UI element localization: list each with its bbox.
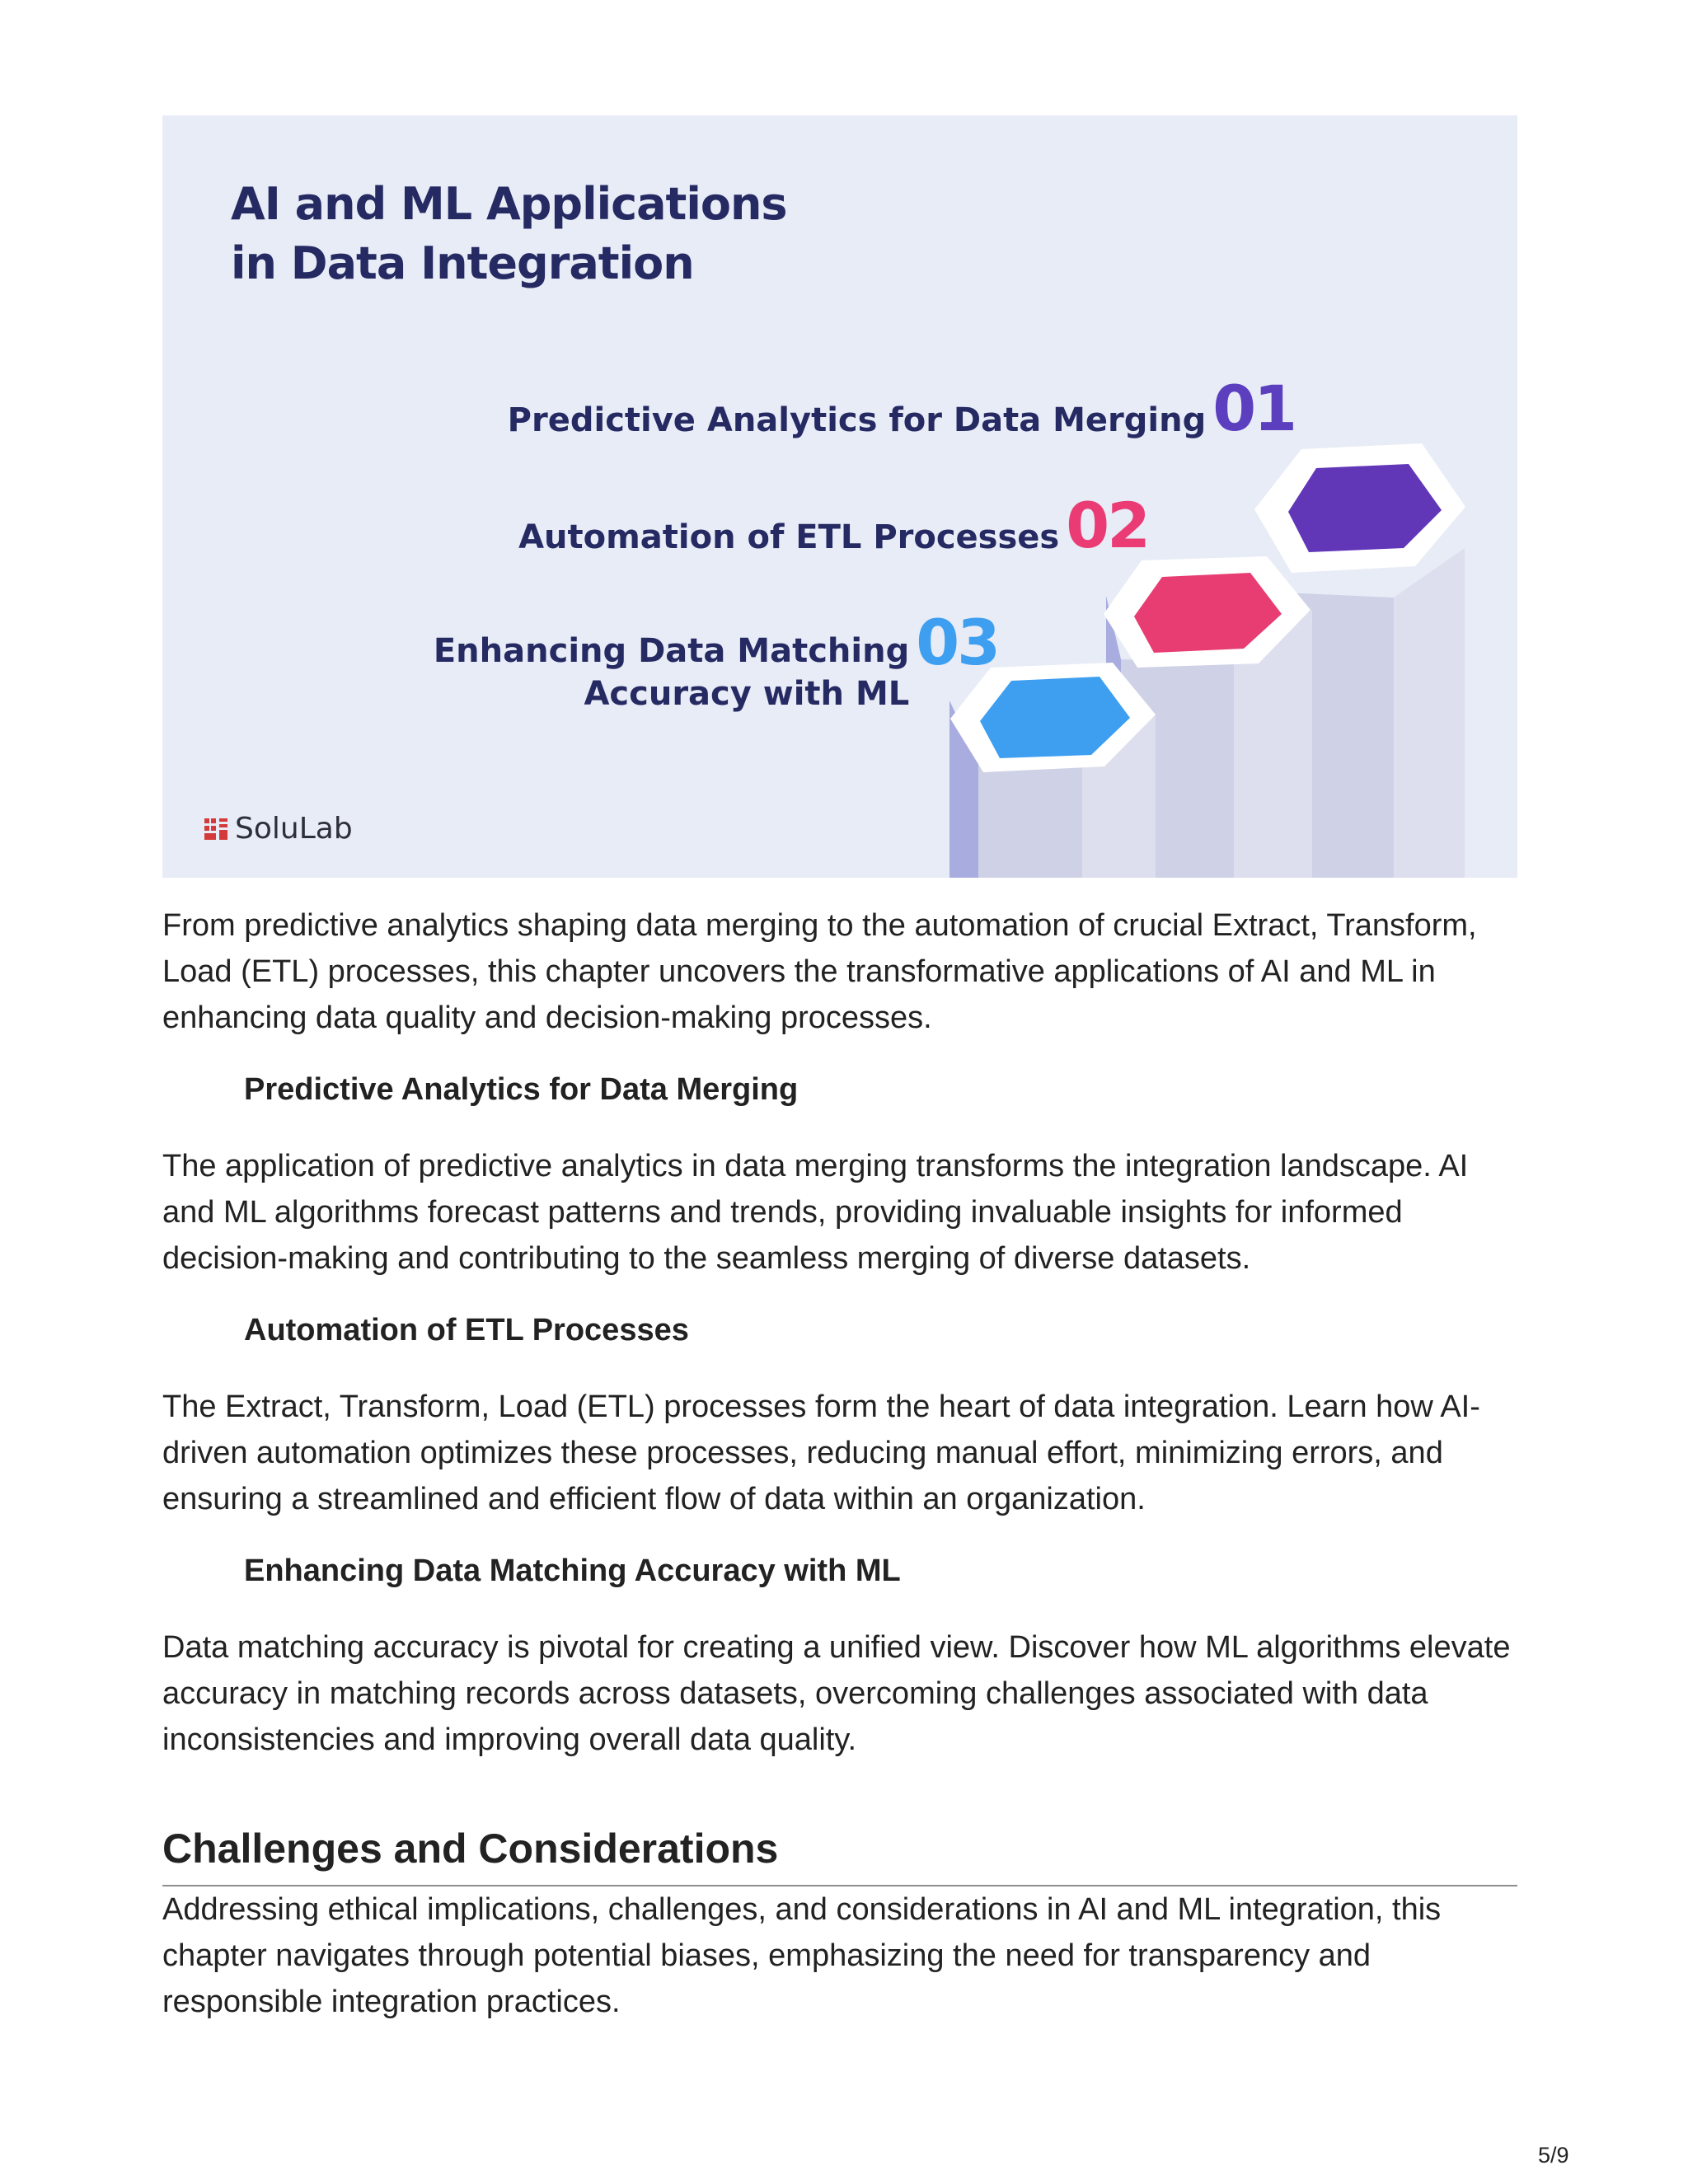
page-number: 5/9 bbox=[1538, 2143, 1569, 2168]
brand-name: SoluLab bbox=[235, 812, 353, 846]
hero-banner bbox=[162, 115, 1517, 878]
section-heading-predictive-analytics: Predictive Analytics for Data Merging bbox=[244, 1072, 799, 1107]
intro-paragraph: From predictive analytics shaping data merging to the automation of crucial Extract, Transform, Load (ETL) processes, this chapter uncovers the transformative applications of AI and ML in enhancing data quality and decision-making processes. bbox=[162, 908, 1477, 1035]
banner-item-number: 01 bbox=[1212, 372, 1295, 445]
banner-item-3 bbox=[433, 606, 998, 715]
section-heading-etl-automation: Automation of ETL Processes bbox=[244, 1313, 689, 1347]
banner-item-label: Predictive Analytics for Data Merging bbox=[507, 401, 1207, 439]
banner-item-2 bbox=[518, 489, 1148, 562]
banner-item-label: Automation of ETL Processes bbox=[518, 518, 1060, 556]
banner-item-label bbox=[434, 630, 909, 715]
challenges-body: Addressing ethical implications, challenges, and considerations in AI and ML integration, this chapter navigates through potential biases, emphasizing the need for transparency and responsible integration practices. bbox=[162, 1892, 1442, 2019]
banner-title-line1: AI and ML Applications bbox=[231, 178, 787, 230]
banner-item-number: 02 bbox=[1066, 489, 1148, 562]
banner-item-1 bbox=[507, 372, 1295, 445]
banner-item-number: 03 bbox=[916, 606, 998, 679]
challenges-heading: Challenges and Considerations bbox=[162, 1825, 779, 1872]
section-heading-data-matching: Enhancing Data Matching Accuracy with ML bbox=[244, 1554, 901, 1588]
banner-title-line2: in Data Integration bbox=[231, 237, 694, 289]
section-body-data-matching: Data matching accuracy is pivotal for creating a unified view. Discover how ML algorithms elevate accuracy in matching records across datasets, overcoming challenges associated with data inconsistencies and improving overall data quality. bbox=[162, 1630, 1511, 1757]
section-body-predictive-analytics: The application of predictive analytics in data merging transforms the integration landscape. AI and ML algorithms forecast patterns and trends, providing invaluable insights for informed decision-making and contributing to the seamless merging of diverse datasets. bbox=[162, 1149, 1469, 1276]
banner-item-label-line2: Accuracy with ML bbox=[584, 675, 910, 713]
solulab-logo-icon bbox=[204, 817, 228, 841]
section-body-etl-automation: The Extract, Transform, Load (ETL) processes form the heart of data integration. Learn how AI-driven automation optimizes these processes, reducing manual effort, minimizing errors, and ensuring a streamlined and efficient flow of data within an organization. bbox=[162, 1390, 1480, 1516]
banner-item-label-line1: Enhancing Data Matching bbox=[433, 632, 910, 670]
brand-logo bbox=[204, 812, 353, 846]
